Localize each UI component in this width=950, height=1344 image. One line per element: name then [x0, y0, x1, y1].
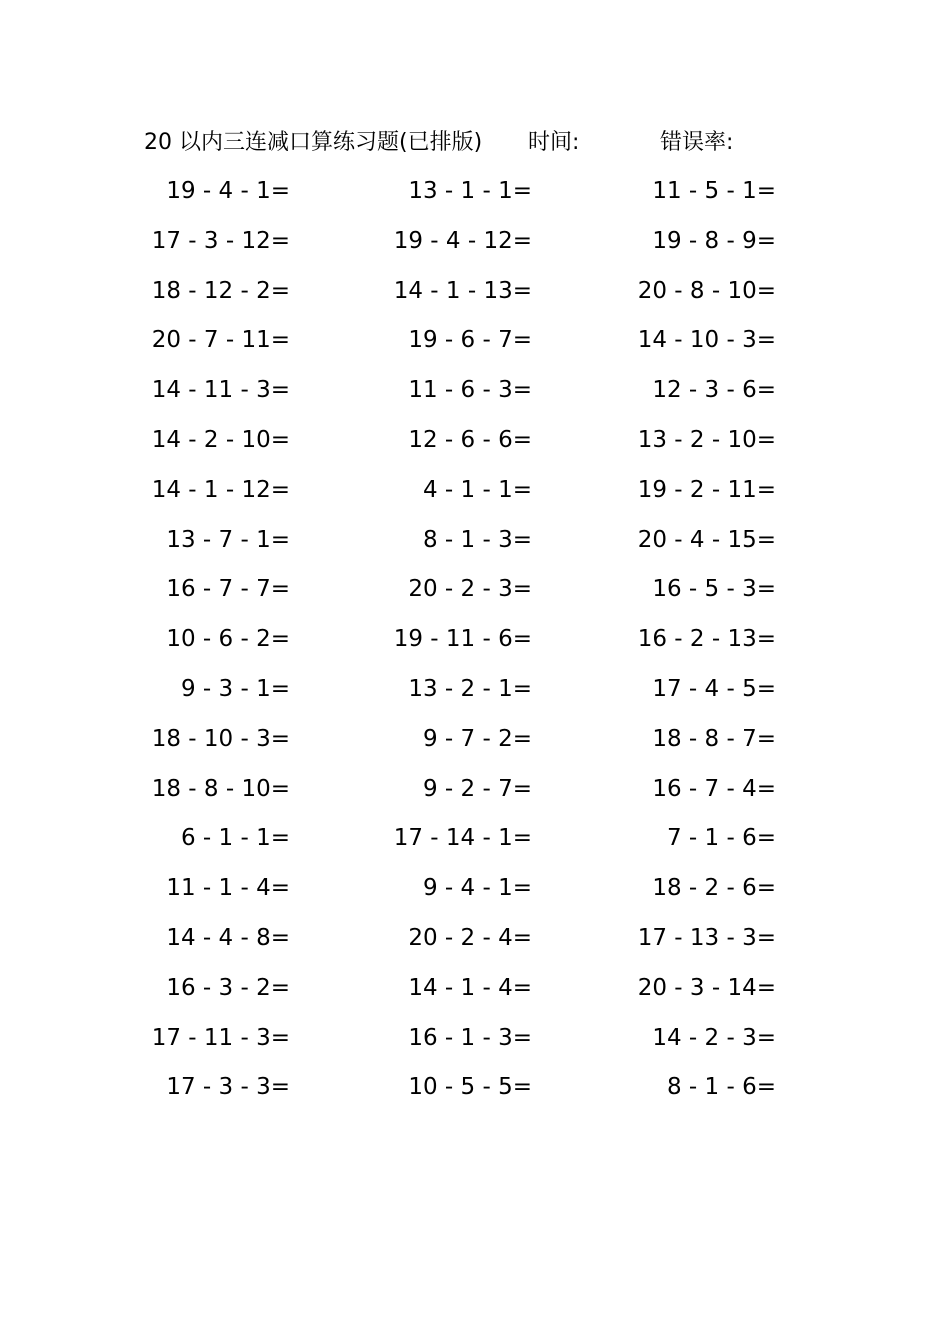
problem-item: 18 - 2 - 6= [652, 875, 776, 902]
problem-item: 20 - 2 - 3= [408, 576, 532, 603]
problem-item: 20 - 4 - 15= [637, 526, 776, 553]
problem-item: 10 - 5 - 5= [408, 1074, 532, 1101]
problem-item: 17 - 3 - 12= [151, 227, 290, 254]
problem-item: 14 - 1 - 12= [151, 476, 290, 503]
problem-item: 14 - 1 - 13= [393, 277, 532, 304]
problem-item: 8 - 1 - 6= [666, 1074, 776, 1101]
problem-item: 10 - 6 - 2= [166, 626, 290, 653]
problem-row [0, 970, 950, 1020]
problem-item: 18 - 10 - 3= [151, 725, 290, 752]
problem-item: 18 - 12 - 2= [151, 277, 290, 304]
worksheet-header [144, 126, 824, 160]
problem-row [0, 671, 950, 721]
problem-item: 19 - 4 - 12= [393, 227, 532, 254]
problem-row [0, 1020, 950, 1070]
problem-item: 19 - 6 - 7= [408, 327, 532, 354]
time-label: 时间: [528, 130, 580, 155]
problem-item: 18 - 8 - 10= [151, 775, 290, 802]
problem-item: 13 - 2 - 1= [408, 675, 532, 702]
problem-item: 14 - 10 - 3= [637, 327, 776, 354]
problem-item: 19 - 4 - 1= [166, 178, 290, 204]
problem-row [0, 771, 950, 821]
problem-item: 13 - 1 - 1= [408, 178, 532, 204]
problem-row [0, 173, 950, 223]
problem-row [0, 721, 950, 771]
problem-item: 4 - 1 - 1= [422, 476, 532, 503]
problem-item: 6 - 1 - 1= [180, 825, 290, 852]
problem-row [0, 522, 950, 572]
problem-item: 8 - 1 - 3= [422, 526, 532, 553]
problem-item: 20 - 3 - 14= [637, 974, 776, 1001]
problem-grid [0, 173, 950, 1119]
problem-item: 14 - 11 - 3= [151, 377, 290, 404]
problem-row [0, 1069, 950, 1119]
problem-item: 14 - 4 - 8= [166, 924, 290, 951]
problem-row [0, 571, 950, 621]
problem-item: 17 - 13 - 3= [637, 924, 776, 951]
problem-item: 20 - 2 - 4= [408, 924, 532, 951]
problem-row [0, 422, 950, 472]
problem-item: 17 - 11 - 3= [151, 1024, 290, 1051]
problem-row [0, 920, 950, 970]
problem-item: 7 - 1 - 6= [666, 825, 776, 852]
problem-item: 19 - 2 - 11= [637, 476, 776, 503]
problem-row [0, 322, 950, 372]
problem-item: 14 - 2 - 10= [151, 426, 290, 453]
problem-row [0, 621, 950, 671]
problem-item: 9 - 4 - 1= [422, 875, 532, 902]
problem-item: 17 - 4 - 5= [652, 675, 776, 702]
problem-item: 17 - 3 - 3= [166, 1074, 290, 1101]
problem-item: 16 - 1 - 3= [408, 1024, 532, 1051]
problem-item: 17 - 14 - 1= [393, 825, 532, 852]
problem-item: 9 - 3 - 1= [180, 675, 290, 702]
problem-item: 14 - 2 - 3= [652, 1024, 776, 1051]
problem-item: 11 - 6 - 3= [408, 377, 532, 404]
problem-row [0, 223, 950, 273]
problem-item: 11 - 5 - 1= [652, 178, 776, 204]
problem-item: 14 - 1 - 4= [408, 974, 532, 1001]
problem-item: 16 - 7 - 7= [166, 576, 290, 603]
problem-row [0, 820, 950, 870]
problem-item: 9 - 7 - 2= [422, 725, 532, 752]
problem-item: 16 - 3 - 2= [166, 974, 290, 1001]
problem-item: 11 - 1 - 4= [166, 875, 290, 902]
worksheet-title: 20 以内三连减口算练习题(已排版) [144, 130, 483, 155]
problem-item: 12 - 6 - 6= [408, 426, 532, 453]
problem-item: 9 - 2 - 7= [422, 775, 532, 802]
problem-item: 19 - 8 - 9= [652, 227, 776, 254]
problem-item: 19 - 11 - 6= [393, 626, 532, 653]
problem-item: 13 - 7 - 1= [166, 526, 290, 553]
problem-item: 12 - 3 - 6= [652, 377, 776, 404]
problem-item: 16 - 5 - 3= [652, 576, 776, 603]
problem-item: 20 - 7 - 11= [151, 327, 290, 354]
problem-row [0, 870, 950, 920]
problem-row [0, 472, 950, 522]
error-rate-label: 错误率: [660, 130, 734, 155]
problem-row [0, 372, 950, 422]
problem-item: 18 - 8 - 7= [652, 725, 776, 752]
problem-item: 20 - 8 - 10= [637, 277, 776, 304]
problem-item: 16 - 7 - 4= [652, 775, 776, 802]
problem-item: 13 - 2 - 10= [637, 426, 776, 453]
problem-row [0, 273, 950, 323]
problem-item: 16 - 2 - 13= [637, 626, 776, 653]
